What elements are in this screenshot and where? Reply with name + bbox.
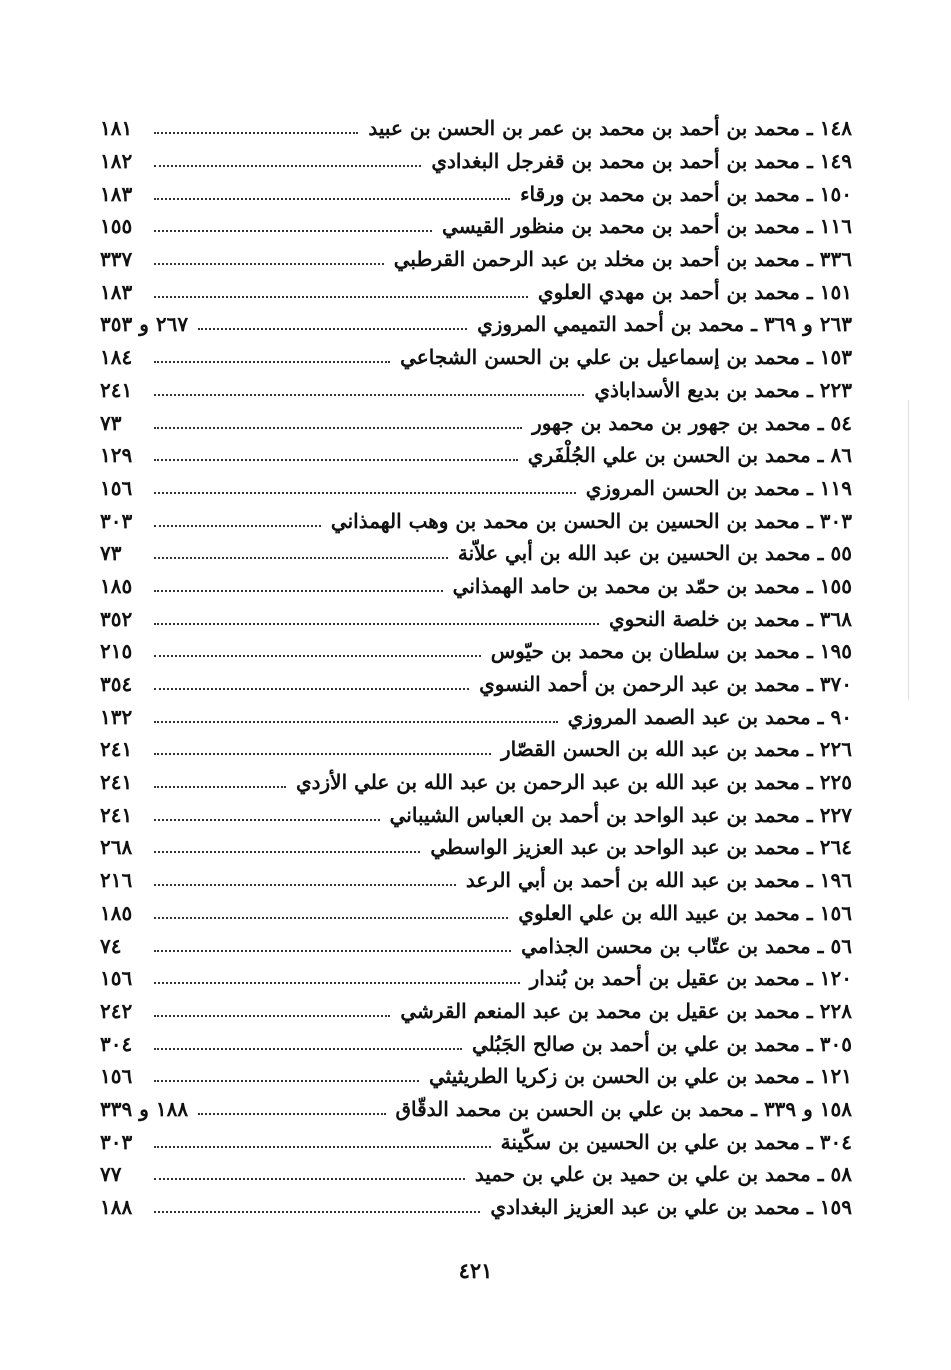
dot-leader bbox=[154, 359, 390, 363]
entry-page-ref: ٢١٦ bbox=[100, 868, 133, 893]
index-entry bbox=[100, 341, 852, 374]
index-entry bbox=[100, 406, 852, 439]
entry-page-ref: ١٨٣ bbox=[100, 279, 133, 304]
index-entry bbox=[100, 1191, 852, 1224]
entry-page-ref: ١٣٢ bbox=[100, 704, 133, 729]
index-entry bbox=[100, 570, 852, 603]
entry-name: ٣٧٠ ـ محمد بن عبد الرحمن بن أحمد النسوي bbox=[479, 672, 852, 697]
index-entry bbox=[100, 1027, 852, 1060]
dot-leader bbox=[154, 948, 511, 952]
entry-name: ١٥٨ و ٣٣٩ ـ محمد بن علي بن الحسن بن محمد الدقّاق bbox=[395, 1096, 852, 1121]
index-entry bbox=[100, 897, 852, 930]
entry-name: ٢٢٣ ـ محمد بن بديع الأسداباذي bbox=[594, 377, 852, 402]
index-entry bbox=[100, 1093, 852, 1126]
entry-name: ٢٢٥ ـ محمد بن عبد الله بن عبد الرحمن بن عبد الله بن علي الأزدي bbox=[295, 770, 852, 795]
dot-leader bbox=[154, 490, 576, 494]
index-entry bbox=[100, 210, 852, 243]
dot-leader bbox=[154, 523, 321, 527]
dot-leader bbox=[154, 1144, 491, 1148]
entry-page-ref: ٣٠٣ bbox=[100, 1129, 133, 1154]
entry-name: ٥٨ ـ محمد بن علي بن حميد بن علي بن حميد bbox=[474, 1162, 852, 1187]
entry-name: ١٥٣ ـ محمد بن إسماعيل بن علي بن الحسن الشجاعي bbox=[400, 345, 852, 370]
dot-leader bbox=[154, 621, 599, 625]
index-entry bbox=[100, 831, 852, 864]
entry-page-ref: ٧٤ bbox=[100, 933, 122, 958]
dot-leader bbox=[154, 228, 432, 232]
entry-page-ref: ١٨٨ و ٣٣٩ bbox=[100, 1096, 189, 1121]
index-entry bbox=[100, 374, 852, 407]
entry-page-ref: ٣٥٢ bbox=[100, 606, 133, 631]
dot-leader bbox=[154, 1209, 480, 1213]
entry-name: ٢٢٨ ـ محمد بن عقيل بن محمد بن عبد المنعم القرشي bbox=[400, 998, 852, 1023]
dot-leader bbox=[154, 686, 469, 690]
entry-name: ٣٠٥ ـ محمد بن علي بن أحمد بن صالح الجَبُلي bbox=[472, 1031, 852, 1056]
index-entry bbox=[100, 1060, 852, 1093]
index-entry bbox=[100, 929, 852, 962]
entry-page-ref: ٢٤١ bbox=[100, 377, 133, 402]
entry-page-ref: ٣٣٧ bbox=[100, 247, 133, 272]
dot-leader bbox=[154, 425, 522, 429]
dot-leader bbox=[154, 261, 384, 265]
entry-page-ref: ١٨١ bbox=[100, 116, 133, 141]
dot-leader bbox=[154, 719, 558, 723]
entry-page-ref: ٢١٥ bbox=[100, 639, 133, 664]
dot-leader bbox=[154, 980, 520, 984]
entry-page-ref: ١٨٢ bbox=[100, 149, 133, 174]
entry-name: ١٤٨ ـ محمد بن أحمد بن محمد بن عمر بن الحسن بن عبيد bbox=[368, 116, 852, 141]
dot-leader bbox=[154, 588, 443, 592]
entry-page-ref: ٧٣ bbox=[100, 410, 122, 435]
index-entry bbox=[100, 962, 852, 995]
entry-page-ref: ٧٧ bbox=[100, 1162, 122, 1187]
entry-name: ٢٢٦ ـ محمد بن عبد الله بن الحسن القصّار bbox=[500, 737, 852, 762]
entry-page-ref: ١٨٥ bbox=[100, 573, 133, 598]
dot-leader bbox=[154, 1078, 419, 1082]
entry-page-ref: ٣٥٤ bbox=[100, 672, 133, 697]
dot-leader bbox=[154, 849, 420, 853]
entry-name: ٢٦٤ ـ محمد بن عبد الواحد بن عبد العزيز الواسطي bbox=[430, 835, 852, 860]
entry-name: ٨٦ ـ محمد بن الحسن بن علي الجُلْفَري bbox=[527, 443, 852, 468]
dot-leader bbox=[154, 294, 528, 298]
entry-page-ref: ١٨٨ bbox=[100, 1195, 133, 1220]
index-entry bbox=[100, 1125, 852, 1158]
entry-page-ref: ٣٠٣ bbox=[100, 508, 133, 533]
entry-name: ٢٢٧ ـ محمد بن عبد الواحد بن أحمد بن العباس الشيباني bbox=[389, 802, 852, 827]
entry-name: ١٩٥ ـ محمد بن سلطان بن محمد بن حيّوس bbox=[490, 639, 852, 664]
index-entry bbox=[100, 668, 852, 701]
entry-page-ref: ٣٠٤ bbox=[100, 1031, 133, 1056]
entry-name: ٢٦٣ و ٣٦٩ ـ محمد بن أحمد التميمي المروزي bbox=[477, 312, 852, 337]
entry-name: ١٢١ ـ محمد بن علي بن الحسن بن زكريا الطريثيثي bbox=[429, 1064, 852, 1089]
index-entry bbox=[100, 439, 852, 472]
index-entry bbox=[100, 243, 852, 276]
entry-page-ref: ٢٤١ bbox=[100, 737, 133, 762]
dot-leader bbox=[154, 882, 456, 886]
entry-page-ref: ١٨٤ bbox=[100, 345, 133, 370]
dot-leader bbox=[154, 130, 358, 134]
index-entry bbox=[100, 733, 852, 766]
dot-leader bbox=[154, 784, 286, 788]
entry-name: ٥٦ ـ محمد بن عتّاب بن محسن الجذامي bbox=[521, 933, 852, 958]
entry-page-ref: ١٨٥ bbox=[100, 900, 133, 925]
index-list bbox=[100, 112, 852, 1223]
dot-leader bbox=[154, 1013, 390, 1017]
index-entry bbox=[100, 308, 852, 341]
dot-leader bbox=[198, 326, 467, 330]
entry-name: ٥٤ ـ محمد بن جهور بن محمد بن جهور bbox=[532, 410, 852, 435]
entry-page-ref: ١٢٩ bbox=[100, 443, 133, 468]
entry-name: ١٥٥ ـ محمد بن حمّد بن محمد بن حامد الهمذاني bbox=[452, 573, 852, 598]
index-entry bbox=[100, 472, 852, 505]
entry-name: ٥٥ ـ محمد بن الحسين بن عبد الله بن أبي علاّنة bbox=[457, 541, 852, 566]
dot-leader bbox=[154, 1046, 462, 1050]
dot-leader bbox=[154, 915, 508, 919]
entry-name: ٣٦٨ ـ محمد بن خلصة النحوي bbox=[608, 606, 852, 631]
entry-page-ref: ٢٦٨ bbox=[100, 835, 133, 860]
entry-name: ١٤٩ ـ محمد بن أحمد بن محمد بن قفرجل البغدادي bbox=[431, 149, 852, 174]
entry-name: ١٩٦ ـ محمد بن عبد الله بن أحمد بن أبي الرعد bbox=[465, 868, 852, 893]
index-entry bbox=[100, 112, 852, 145]
index-entry bbox=[100, 700, 852, 733]
entry-name: ١٥٦ ـ محمد بن عبيد الله بن علي العلوي bbox=[518, 900, 852, 925]
entry-page-ref: ١٥٥ bbox=[100, 214, 133, 239]
entry-page-ref: ١٥٦ bbox=[100, 475, 133, 500]
entry-page-ref: ٢٤١ bbox=[100, 770, 133, 795]
dot-leader bbox=[154, 555, 448, 559]
dot-leader bbox=[154, 392, 584, 396]
entry-page-ref: ٢٦٧ و ٣٥٣ bbox=[100, 312, 189, 337]
index-entry bbox=[100, 145, 852, 178]
index-entry bbox=[100, 504, 852, 537]
entry-name: ٣٠٤ ـ محمد بن علي بن الحسين بن سكّينة bbox=[500, 1129, 852, 1154]
entry-page-ref: ١٨٣ bbox=[100, 181, 133, 206]
entry-name: ١٥١ ـ محمد بن أحمد بن مهدي العلوي bbox=[537, 279, 852, 304]
entry-page-ref: ١٥٦ bbox=[100, 966, 133, 991]
entry-page-ref: ٢٤١ bbox=[100, 802, 133, 827]
index-entry bbox=[100, 275, 852, 308]
index-entry bbox=[100, 537, 852, 570]
index-entry bbox=[100, 602, 852, 635]
index-entry bbox=[100, 635, 852, 668]
index-entry bbox=[100, 766, 852, 799]
index-entry bbox=[100, 995, 852, 1028]
dot-leader bbox=[154, 457, 518, 461]
index-entry bbox=[100, 864, 852, 897]
entry-name: ٣٣٦ ـ محمد بن أحمد بن مخلد بن عبد الرحمن القرطبي bbox=[393, 247, 852, 272]
dot-leader bbox=[154, 653, 481, 657]
dot-leader bbox=[154, 817, 380, 821]
entry-page-ref: ١٥٦ bbox=[100, 1064, 133, 1089]
dot-leader bbox=[154, 1176, 465, 1180]
page-number: ٤٢١ bbox=[458, 1258, 493, 1283]
entry-name: ١٥٠ ـ محمد بن أحمد بن محمد بن ورقاء bbox=[520, 181, 852, 206]
entry-name: ١٥٩ ـ محمد بن علي بن عبد العزيز البغدادي bbox=[490, 1195, 852, 1220]
dot-leader bbox=[154, 196, 510, 200]
index-entry bbox=[100, 1158, 852, 1191]
index-entry bbox=[100, 177, 852, 210]
scan-margin-line bbox=[908, 400, 909, 700]
entry-name: ١١٦ ـ محمد بن أحمد بن محمد بن منظور القيسي bbox=[442, 214, 852, 239]
entry-name: ٣٠٣ ـ محمد بن الحسين بن الحسن بن محمد بن وهب الهمذاني bbox=[330, 508, 852, 533]
entry-name: ١٢٠ ـ محمد بن عقيل بن أحمد بن بُندار bbox=[529, 966, 852, 991]
dot-leader bbox=[198, 1111, 385, 1115]
entry-page-ref: ٢٤٢ bbox=[100, 998, 133, 1023]
entry-name: ١١٩ ـ محمد بن الحسن المروزي bbox=[585, 475, 852, 500]
index-entry bbox=[100, 798, 852, 831]
entry-name: ٩٠ ـ محمد بن عبد الصمد المروزي bbox=[567, 704, 852, 729]
entry-page-ref: ٧٣ bbox=[100, 541, 122, 566]
dot-leader bbox=[154, 163, 421, 167]
dot-leader bbox=[154, 751, 491, 755]
